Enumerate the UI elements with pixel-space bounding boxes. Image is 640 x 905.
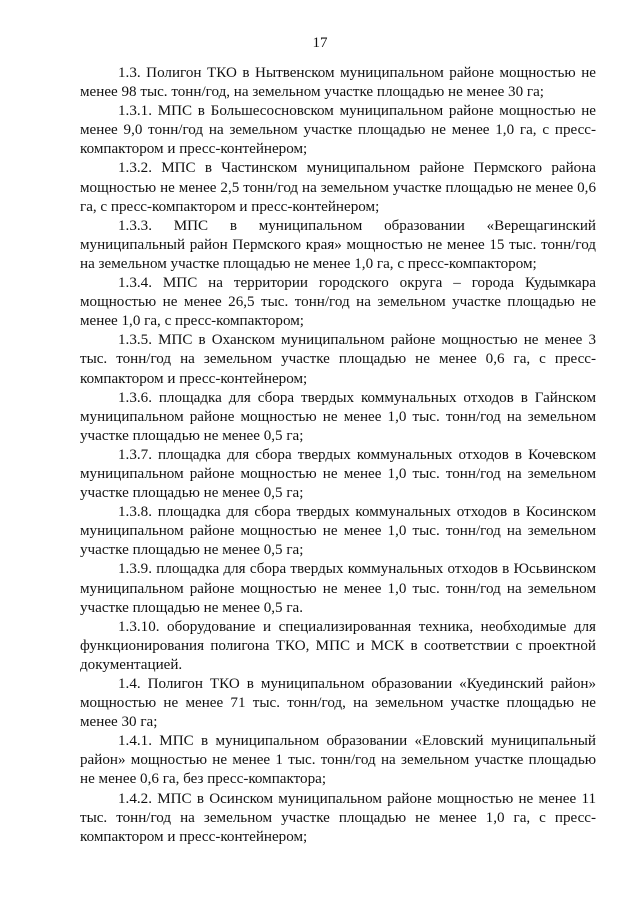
paragraph-1-3-9: 1.3.9. площадка для сбора твердых коммунальных отходов в Юсьвинском муниципальном районе мощностью не менее 1,0 тыс. тонн/год на земельном участке площадью не менее 0,5 га. [80,561,596,616]
paragraph-1-3-1: 1.3.1. МПС в Большесосновском муниципальном районе мощностью не менее 9,0 тонн/год на земельном участке площадью не менее 1,0 га, с пресс-компактором и пресс-контейнером; [80,103,596,158]
paragraph-1-3-2: 1.3.2. МПС в Частинском муниципальном районе Пермского района мощностью не менее 2,5 тонн/год на земельном участке площадью не менее 0,6 га, с пресс-компактором и пресс-контейнером; [80,160,596,215]
paragraph-1-3-7: 1.3.7. площадка для сбора твердых коммунальных отходов в Кочевском муниципальном районе мощностью не менее 1,0 тыс. тонн/год на земельном участке площадью не менее 0,5 га; [80,446,596,502]
paragraph-1-4: 1.4. Полигон ТКО в муниципальном образовании «Куединский район» мощностью не менее 71 тыс. тонн/год, на земельном участке площадью не менее 30 га; [80,676,596,731]
paragraph-1-3-3: 1.3.3. МПС в муниципальном образовании «Верещагинский муниципальный район Пермского края» мощностью не менее 15 тыс. тонн/год на земельном участке площадью не менее 1,0 га, с пресс-компактором; [80,217,596,272]
paragraph-1-3-6: 1.3.6. площадка для сбора твердых коммунальных отходов в Гайнском муниципальном районе мощностью не менее 1,0 тыс. тонн/год на земельном участке площадью не менее 0,5 га; [80,389,596,444]
paragraph-1-3-5: 1.3.5. МПС в Оханском муниципальном районе мощностью не менее 3 тыс. тонн/год на земельном участке площадью не менее 0,6 га, с пресс-компактором и пресс-контейнером; [80,332,596,387]
page-number: 17 [312,35,328,51]
paragraph-1-3-8: 1.3.8. площадка для сбора твердых коммунальных отходов в Косинском муниципальном районе мощностью не менее 1,0 тыс. тонн/год на земельном участке площадью не менее 0,5 га; [80,504,596,559]
paragraph-1-3: 1.3. Полигон ТКО в Нытвенском муниципальном районе мощностью не менее 98 тыс. тонн/год, на земельном участке площадью не менее 30 га; [80,65,596,101]
paragraph-1-4-2: 1.4.2. МПС в Осинском муниципальном районе мощностью не менее 11 тыс. тонн/год на земельном участке площадью не менее 1,0 га, с пресс-компактором и пресс-контейнером; [80,790,596,845]
paragraph-1-4-1: 1.4.1. МПС в муниципальном образовании «Еловский муниципальный район» мощностью не менее 1 тыс. тонн/год на земельном участке площадью не менее 0,6 га, без пресс-компактора; [80,733,596,788]
document-body [80,64,596,847]
paragraph-1-3-4: 1.3.4. МПС на территории городского округа – города Кудымкара мощностью не менее 26,5 тыс. тонн/год на земельном участке площадью не менее 1,0 га, с пресс-компактором; [80,275,596,330]
paragraph-1-3-10: 1.3.10. оборудование и специализированная техника, необходимые для функционирования полигона ТКО, МПС и МСК в соответствии с проектной документацией. [80,618,596,673]
